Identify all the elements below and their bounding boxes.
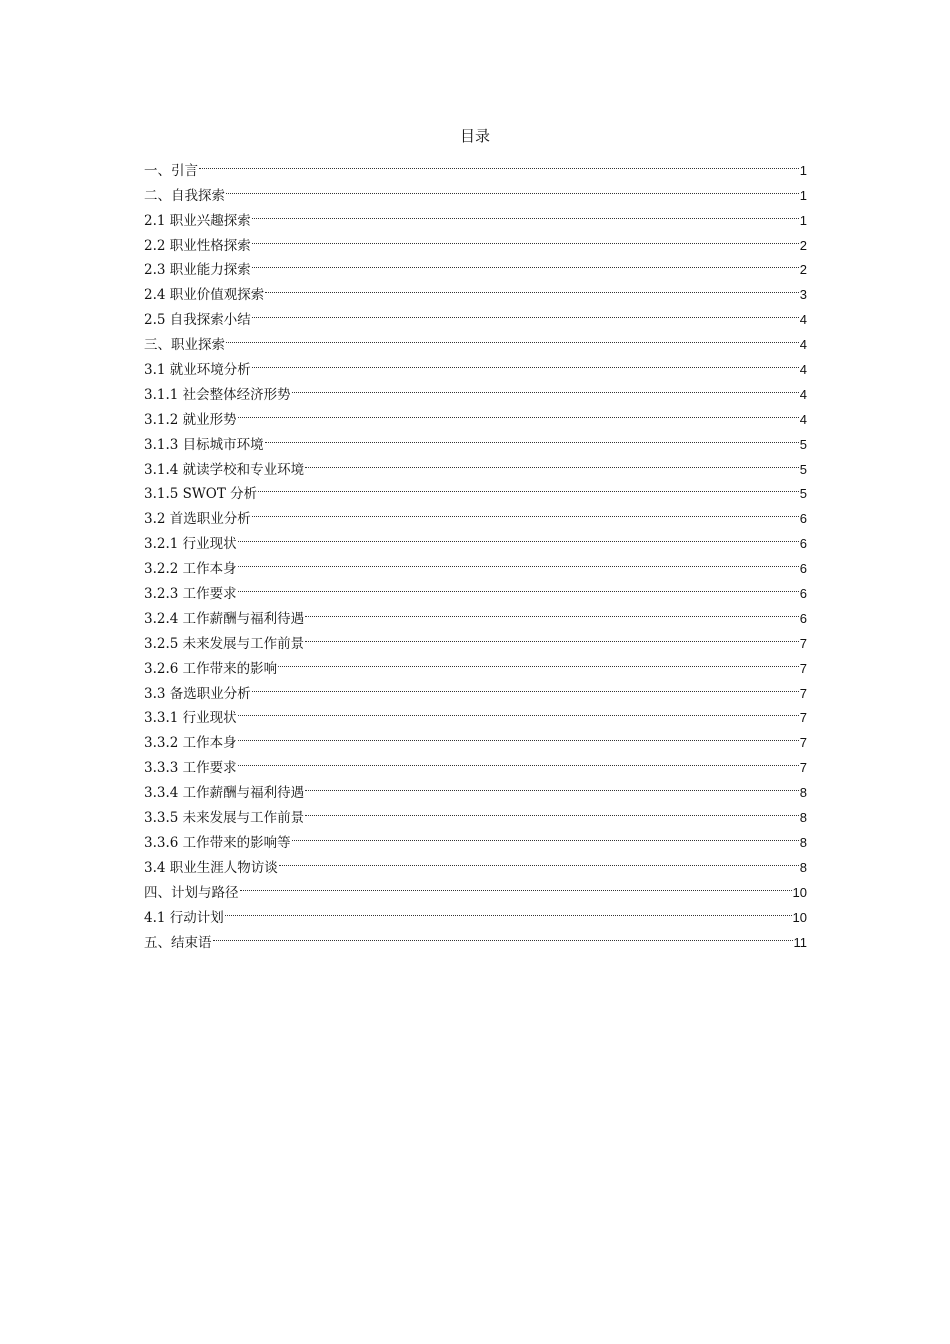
toc-dot-leader [225,175,800,200]
toc-entry[interactable] [144,922,807,951]
toc-dot-leader [212,922,794,947]
toc-dot-leader [237,573,800,598]
toc-entry-page-number: 3 [799,287,807,303]
toc-entry[interactable] [144,548,807,578]
toc-entry-page-number: 1 [799,187,807,203]
toc-entry[interactable] [144,872,807,901]
toc-dot-leader [304,797,800,822]
toc-entry-label: 四、计划与路径 [144,884,239,901]
toc-entry-page-number: 2 [799,237,807,253]
toc-dot-leader [304,449,800,474]
toc-dot-leader [224,897,793,922]
toc-entry-label: 2.5 自我探索小结 [144,312,251,329]
toc-entry-page-number: 6 [799,610,807,626]
toc-entry-label: 三、职业探索 [144,337,225,354]
toc-entry-page-number: 4 [799,386,807,402]
toc-entry-label: 3.2 首选职业分析 [144,511,251,528]
toc-entry-label: 3.2.2 工作本身 [144,561,237,578]
toc-entry-page-number: 7 [799,710,807,726]
toc-entry[interactable] [144,523,807,553]
toc-entry-page-number: 4 [799,411,807,427]
toc-entry-label: 2.2 职业性格探索 [144,237,251,254]
toc-dot-leader [251,498,800,523]
toc-entry-label: 3.1.3 目标城市环境 [144,436,264,453]
toc-dot-leader [304,598,800,623]
toc-entry-page-number: 1 [799,162,807,178]
toc-dot-leader [264,274,800,299]
toc-entry-page-number: 6 [799,561,807,577]
toc-entry-page-number: 7 [799,760,807,776]
toc-dot-leader [277,648,800,673]
toc-entry[interactable] [144,598,807,627]
toc-entry-label: 3.2.5 未来发展与工作前景 [144,635,305,652]
toc-entry-page-number: 7 [799,660,807,676]
toc-entry-label: 3.1.1 社会整体经济形势 [144,386,291,403]
toc-entry-page-number: 10 [792,909,807,925]
toc-entry-page-number: 2 [799,262,807,278]
toc-entry-page-number: 8 [799,785,807,801]
toc-entry[interactable] [144,150,807,179]
toc-entry[interactable] [144,324,807,354]
toc-entry-label: 3.3.2 工作本身 [144,735,237,752]
toc-entry-label: 3.3.6 工作带来的影响等 [144,834,291,851]
toc-entry-label: 3.1.4 就读学校和专业环境 [144,461,305,478]
toc-dot-leader [291,822,800,847]
toc-entry-page-number: 5 [799,461,807,477]
toc-dot-leader [237,722,800,747]
toc-entry-label: 3.3.4 工作薪酬与福利待遇 [144,785,305,802]
toc-entry-page-number: 8 [799,859,807,875]
toc-entry-page-number: 7 [799,685,807,701]
toc-dot-leader [237,548,800,573]
toc-dot-leader [304,772,800,797]
toc-entry[interactable] [144,349,807,379]
toc-entry-label: 3.2.1 行业现状 [144,536,237,553]
toc-entry-page-number: 6 [799,586,807,602]
toc-entry[interactable] [144,424,807,453]
toc-dot-leader [251,200,800,225]
toc-entry-label: 2.4 职业价值观探索 [144,287,265,304]
toc-entry-label: 3.1 就业环境分析 [144,362,251,379]
toc-entry-page-number: 4 [799,312,807,328]
toc-dot-leader [225,324,800,349]
toc-entry-page-number: 7 [799,735,807,751]
toc-entry-label: 3.2.4 工作薪酬与福利待遇 [144,610,305,627]
toc-entry-page-number: 11 [793,934,807,950]
toc-dot-leader [237,523,800,548]
toc-entry[interactable] [144,722,807,752]
toc-entry-label: 3.4 职业生涯人物访谈 [144,859,278,876]
toc-dot-leader [237,698,800,723]
toc-entry-page-number: 6 [799,536,807,552]
toc-dot-leader [251,225,800,250]
toc-dot-leader [257,474,800,499]
toc-entry[interactable] [144,747,807,777]
toc-entry[interactable] [144,772,807,802]
toc-entry-page-number: 5 [799,436,807,452]
toc-entry-page-number: 10 [792,884,807,900]
toc-entry-page-number: 8 [799,834,807,850]
toc-entry-page-number: 1 [799,212,807,228]
toc-entry-label: 二、自我探索 [144,187,225,204]
toc-dot-leader [291,374,800,399]
toc-title: 目录 [459,127,490,145]
toc-dot-leader [251,349,800,374]
toc-entry-page-number: 4 [799,337,807,353]
toc-entry-label: 3.3 备选职业分析 [144,685,251,702]
toc-entry[interactable] [144,573,807,603]
toc-dot-leader [304,623,800,648]
toc-entry-page-number: 5 [799,486,807,502]
toc-dot-leader [237,399,800,424]
toc-dot-leader [198,150,800,175]
toc-dot-leader [251,299,800,324]
toc-entry[interactable] [144,175,807,204]
toc-entry-label: 3.2.3 工作要求 [144,586,237,603]
toc-dot-leader [237,747,800,772]
toc-entry-label: 2.1 职业兴趣探索 [144,212,251,229]
toc-entry-page-number: 6 [799,511,807,527]
toc-entry-label: 2.3 职业能力探索 [144,262,251,279]
toc-entry[interactable] [144,399,807,428]
toc-entry[interactable] [144,897,807,926]
toc-entry-label: 3.2.6 工作带来的影响 [144,660,278,677]
toc-entry-page-number: 8 [799,810,807,826]
toc-entry-label: 3.3.5 未来发展与工作前景 [144,810,305,827]
toc-dot-leader [251,250,800,275]
toc-entry-label: 3.3.3 工作要求 [144,760,237,777]
toc-entry[interactable] [144,698,807,727]
toc-dot-leader [264,424,800,449]
toc-entry-label: 4.1 行动计划 [144,909,224,926]
toc-entry-label: 3.1.2 就业形势 [144,411,237,428]
toc-entry-label: 五、结束语 [144,934,212,951]
toc-entry[interactable] [144,200,807,229]
toc-entry-label: 一、引言 [144,162,198,179]
toc-entry-page-number: 4 [799,362,807,378]
toc-entry-label: 3.3.1 行业现状 [144,710,237,727]
toc-entry-page-number: 7 [799,635,807,651]
toc-dot-leader [278,847,800,872]
toc-dot-leader [251,673,800,698]
toc-entry-label: 3.1.5 SWOT 分析 [144,486,258,503]
toc-list [144,150,807,951]
toc-dot-leader [239,872,793,897]
